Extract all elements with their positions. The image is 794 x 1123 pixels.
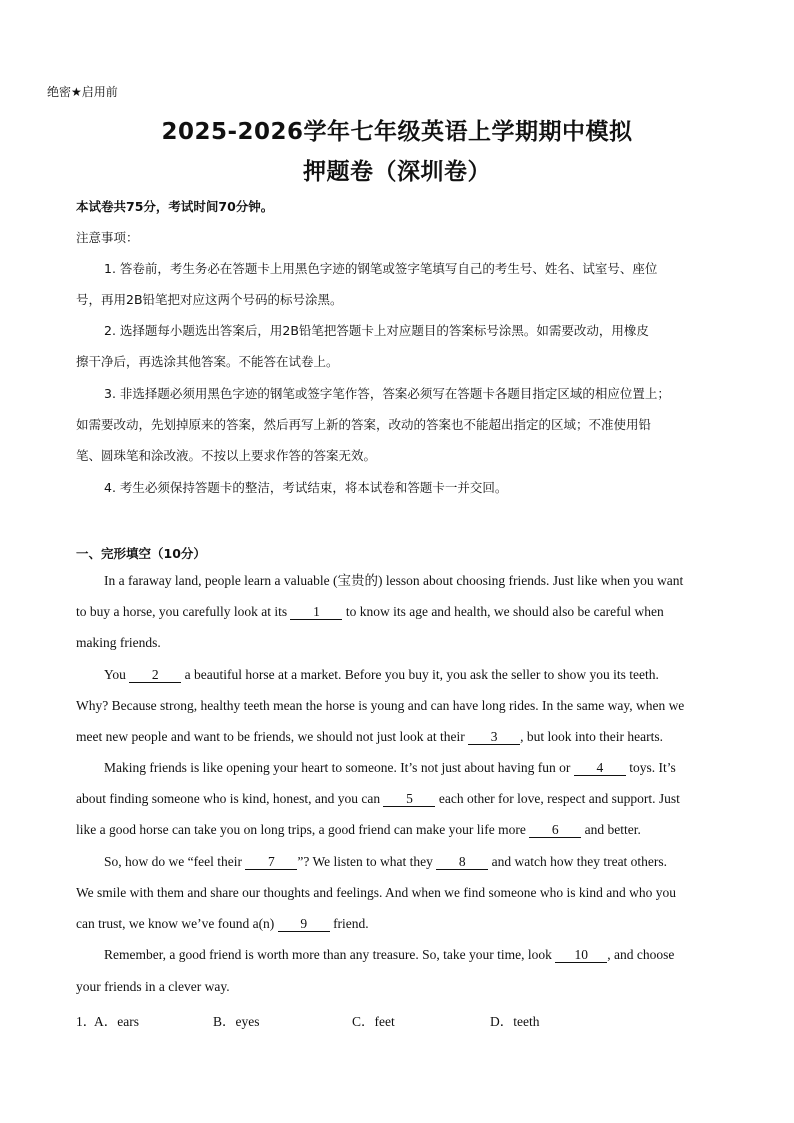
text-run: a beautiful horse at a market. Before you buy it, you ask the seller to show you its teeth. — [184, 667, 659, 682]
blank-4: 4 — [574, 761, 626, 776]
option-a: A．ears — [94, 1014, 139, 1029]
option-b: B．eyes — [213, 1014, 260, 1029]
text-run: , and choose — [607, 947, 675, 962]
text-run: You — [104, 667, 126, 682]
blank-5: 5 — [383, 792, 435, 807]
cloze-p4-line2: We smile with them and share our thoughts and feelings. And when we find someone who is kind and who you — [76, 885, 676, 900]
text-run: ”? We listen to what they — [297, 854, 433, 869]
cloze-p5-line1 — [104, 947, 736, 963]
note-3-line-b: 如需要改动，先划掉原来的答案，然后再写上新的答案，改动的答案也不能超出指定的区域；不准使用铅 — [76, 417, 652, 432]
text-run: meet new people and want to be friends, we should not just look at their — [76, 729, 465, 744]
cloze-p3-line1 — [104, 760, 736, 776]
exam-title-line2: 押题卷（深圳卷） — [303, 159, 491, 185]
cloze-p4-line1 — [104, 854, 736, 870]
cloze-p4-line3 — [76, 916, 736, 932]
text-run: So, how do we “feel their — [104, 854, 242, 869]
text-run: Remember, a good friend is worth more than any treasure. So, take your time, look — [104, 947, 552, 962]
text-run: friend. — [333, 916, 369, 931]
blank-10: 10 — [555, 948, 607, 963]
text-run: and watch how they treat others. — [491, 854, 668, 869]
blank-2: 2 — [129, 668, 181, 683]
note-3-line-a: 3. 非选择题必须用黑色字迹的钢笔或签字笔作答，答案必须写在答题卡各题目指定区域的相应位置上； — [104, 386, 670, 401]
notes-heading: 注意事项： — [76, 230, 139, 245]
text-run: can trust, we know we’ve found a(n) — [76, 916, 275, 931]
cloze-p1-line1: In a faraway land, people learn a valuable (宝贵的) lesson about choosing friends. Just like when you want — [104, 573, 684, 588]
text-run: toys. It’s — [629, 760, 676, 775]
cloze-p3-line2 — [76, 791, 736, 807]
blank-7: 7 — [245, 855, 297, 870]
text-run: each other for love, respect and support. Just — [438, 791, 680, 806]
note-2-line-b: 擦干净后，再选涂其他答案。不能答在试卷上。 — [76, 354, 339, 369]
note-1-line-b: 号，再用2B铅笔把对应这两个号码的标号涂黑。 — [76, 292, 343, 307]
cloze-p2-line2: Why? Because strong, healthy teeth mean the horse is young and can have long rides. In the same way, when we — [76, 698, 685, 713]
note-2-line-a: 2. 选择题每小题选出答案后，用2B铅笔把答题卡上对应题目的答案标号涂黑。如需要改动，用橡皮 — [104, 323, 649, 338]
text-run: like a good horse can take you on long trips, a good friend can make your life more — [76, 822, 526, 837]
cloze-p2-line3 — [76, 729, 736, 745]
cloze-p2-line1 — [104, 667, 736, 683]
note-3-line-c: 笔、圆珠笔和涂改液。不按以上要求作答的答案无效。 — [76, 448, 377, 463]
blank-6: 6 — [529, 823, 581, 838]
note-4: 4. 考生必须保持答题卡的整洁，考试结束，将本试卷和答题卡一并交回。 — [104, 480, 508, 495]
option-d: D．teeth — [490, 1014, 540, 1029]
score-time-info: 本试卷共75分，考试时间70分钟。 — [76, 199, 274, 214]
text-run: , but look into their hearts. — [520, 729, 664, 744]
cloze-p5-line2: your friends in a clever way. — [76, 979, 230, 994]
blank-1: 1 — [290, 605, 342, 620]
cloze-p1-line3: making friends. — [76, 635, 161, 650]
text-run: about finding someone who is kind, honest, and you can — [76, 791, 381, 806]
blank-9: 9 — [278, 917, 330, 932]
note-1-line-a: 1. 答卷前，考生务必在答题卡上用黑色字迹的钢笔或签字笔填写自己的考生号、姓名、试室号、座位 — [104, 261, 658, 276]
cloze-p3-line3 — [76, 822, 736, 838]
section-heading-cloze: 一、完形填空（10分） — [76, 546, 206, 561]
secret-mark: 绝密★启用前 — [47, 85, 118, 99]
blank-3: 3 — [468, 730, 520, 745]
exam-title-line1: 2025-2026学年七年级英语上学期期中模拟 — [161, 119, 633, 145]
question-1-number: 1． — [76, 1014, 97, 1029]
option-c: C．feet — [352, 1014, 395, 1029]
blank-8: 8 — [436, 855, 488, 870]
text-run: to buy a horse, you carefully look at its — [76, 604, 288, 619]
text-run: to know its age and health, we should also be careful when — [345, 604, 664, 619]
text-run: and better. — [584, 822, 641, 837]
text-run: Making friends is like opening your heart to someone. It’s not just about having fun or — [104, 760, 571, 775]
cloze-p1-line2 — [76, 604, 736, 620]
